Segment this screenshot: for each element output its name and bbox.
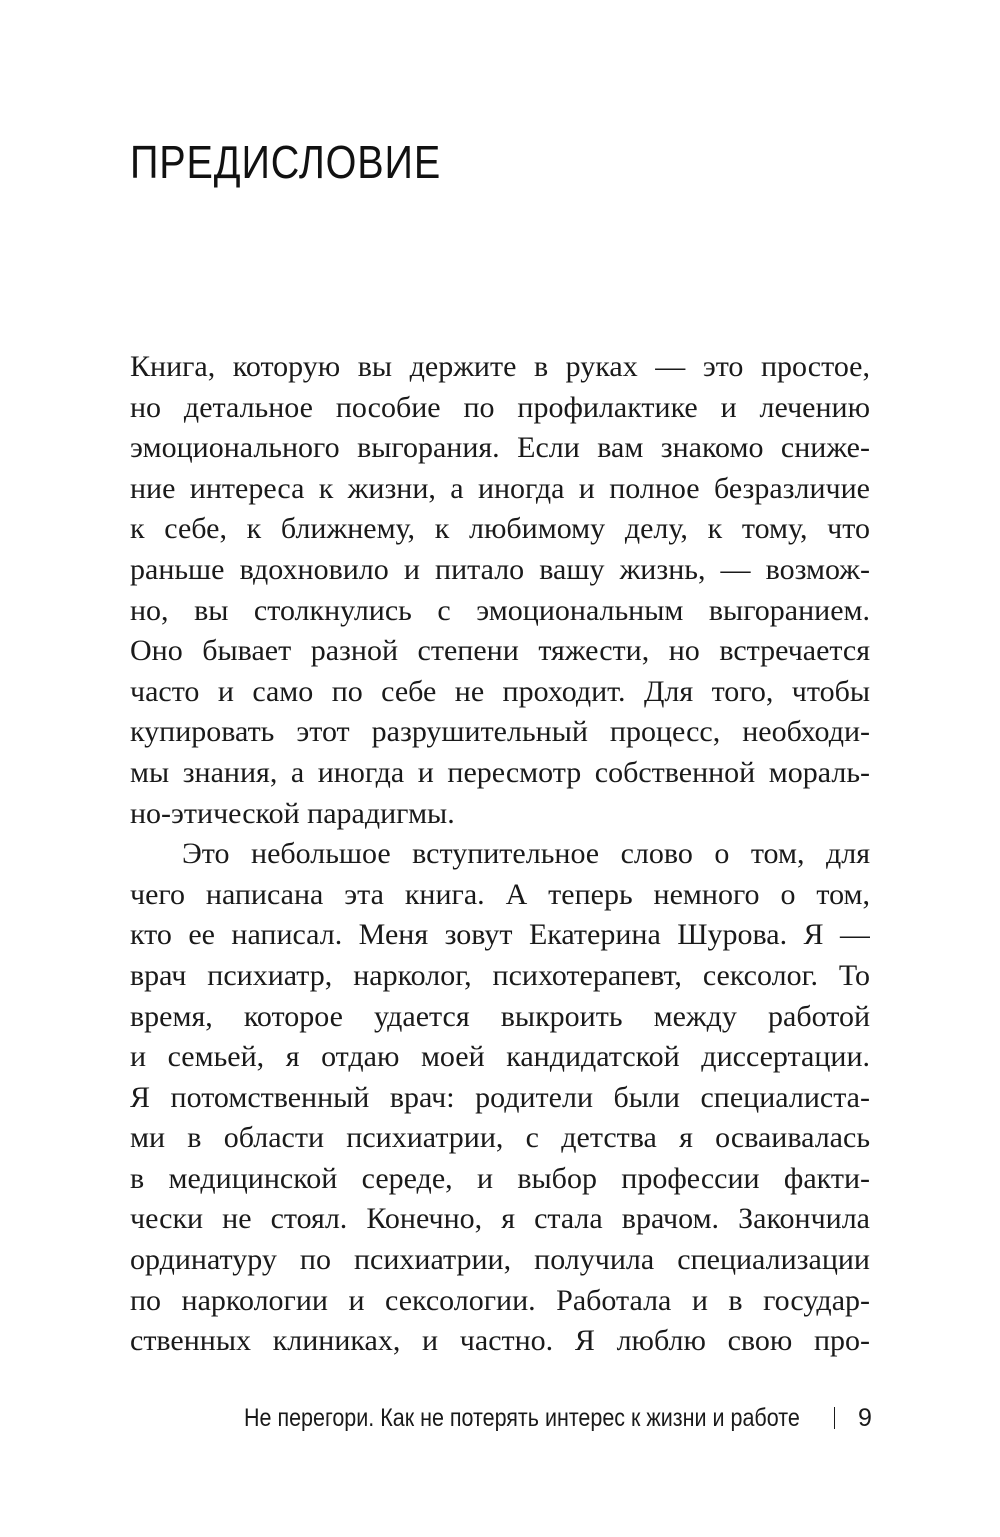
text-line: но, вы столкнулись с эмоциональным выгоранием.: [130, 593, 870, 627]
text-line: но детальное пособие по профилактике и лечению: [130, 390, 870, 424]
text-line: ние интереса к жизни, а иногда и полное безразличие: [130, 471, 870, 505]
text-line: ственных клиниках, и частно. Я люблю свою про-: [130, 1324, 870, 1358]
text-line: чески не стоял. Конечно, я стала врачом. Закончила: [130, 1202, 870, 1236]
text-line: по наркологии и сексологии. Работала и в государ-: [130, 1283, 870, 1317]
text-line: часто и само по себе не проходит. Для того, чтобы: [130, 674, 870, 708]
text-line: в медицинской середе, и выбор профессии факти-: [130, 1161, 870, 1195]
text-line: Книга, которую вы держите в руках — это простое,: [130, 350, 870, 383]
text-line: Оно бывает разной степени тяжести, но встречается: [130, 634, 870, 668]
text-line: кто ее написал. Меня зовут Екатерина Шурова. Я —: [130, 918, 870, 952]
text-line: к себе, к ближнему, к любимому делу, к тому, что: [130, 512, 870, 546]
text-line: Я потомственный врач: родители были специалиста-: [130, 1080, 870, 1114]
text-line: эмоционального выгорания. Если вам знакомо сниже-: [130, 431, 870, 465]
chapter-heading: ПРЕДИСЛОВИЕ: [130, 136, 442, 188]
text-line: и семьей, я отдаю моей кандидатской диссертации.: [130, 1040, 870, 1074]
text-line: но-этической парадигмы.: [130, 796, 455, 830]
text-line: врач психиатр, нарколог, психотерапевт, сексолог. То: [130, 958, 870, 992]
page-number: 9: [858, 1404, 872, 1432]
text-line: ординатуру по психиатрии, получила специализации: [130, 1243, 870, 1277]
running-footer: [244, 1404, 872, 1440]
text-line: ми в области психиатрии, с детства я осваивалась: [130, 1121, 870, 1155]
text-line: чего написана эта книга. А теперь немного о том,: [130, 877, 870, 911]
text-line: раньше вдохновило и питало вашу жизнь, — возмож-: [130, 552, 870, 586]
footer-divider: [834, 1407, 835, 1429]
footer-book-title: Не перегори. Как не потерять интерес к жизни и работе: [244, 1404, 800, 1432]
body-text: [130, 347, 870, 1362]
text-line: время, которое удается выкроить между работой: [130, 999, 870, 1033]
text-line: Это небольшое вступительное слово о том, для: [182, 837, 870, 871]
text-line: купировать этот разрушительный процесс, необходи-: [130, 715, 870, 749]
text-line: мы знания, а иногда и пересмотр собственной мораль-: [130, 755, 870, 789]
